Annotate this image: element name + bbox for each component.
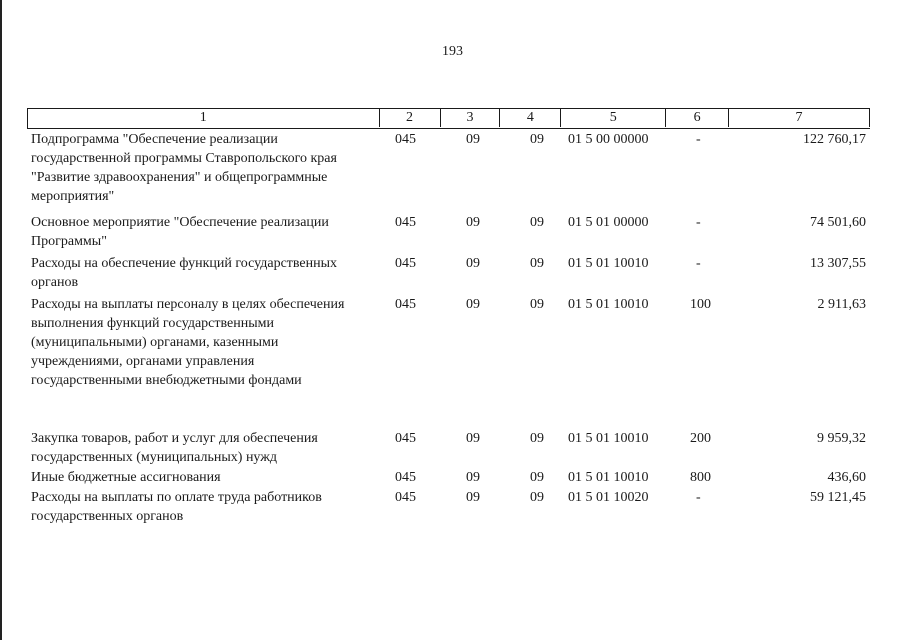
cell-grbs: 045 [395, 490, 416, 505]
table-row [27, 467, 870, 487]
cell-subsection: 09 [530, 215, 544, 230]
row-name [27, 129, 379, 206]
cell-section: 09 [466, 132, 480, 147]
cell-target-article: 01 5 01 10010 [568, 431, 649, 446]
row-name [27, 212, 379, 251]
table-row [27, 487, 870, 526]
table-row [27, 428, 870, 467]
cell-expense-type: 100 [690, 297, 711, 312]
row-name [27, 253, 379, 292]
cell-amount: 2 911,63 [817, 297, 866, 312]
cell-subsection: 09 [530, 256, 544, 271]
cell-grbs: 045 [395, 297, 416, 312]
row-name-line: органов [31, 275, 79, 290]
cell-section: 09 [466, 256, 480, 271]
row-name [27, 294, 379, 390]
row-name-line: Закупка товаров, работ и услуг для обеспечения [31, 431, 318, 446]
cell-expense-type: 800 [690, 470, 711, 485]
cell-grbs: 045 [395, 431, 416, 446]
cell-amount: 59 121,45 [810, 490, 866, 505]
row-name-line: Расходы на выплаты по оплате труда работников [31, 490, 322, 505]
row-name [27, 487, 379, 526]
row-name-line: государственной программы Ставропольского края [31, 151, 337, 166]
cell-target-article: 01 5 01 10020 [568, 490, 649, 505]
cell-grbs: 045 [395, 256, 416, 271]
cell-expense-type: - [696, 132, 701, 147]
cell-subsection: 09 [530, 490, 544, 505]
table-row [27, 212, 870, 251]
cell-grbs: 045 [395, 215, 416, 230]
row-name [27, 467, 379, 487]
cell-amount: 74 501,60 [810, 215, 866, 230]
page-left-border [0, 0, 2, 640]
cell-subsection: 09 [530, 132, 544, 147]
table-row [27, 129, 870, 206]
row-name-line: мероприятия" [31, 189, 115, 204]
page-number: 193 [442, 44, 463, 59]
cell-amount: 9 959,32 [817, 431, 866, 446]
row-name-line: государственными внебюджетными фондами [31, 373, 302, 388]
table-row [27, 253, 870, 292]
cell-section: 09 [466, 215, 480, 230]
row-name-line: государственных органов [31, 509, 184, 524]
table-row [27, 294, 870, 390]
cell-target-article: 01 5 01 10010 [568, 470, 649, 485]
row-name-line: Расходы на обеспечение функций государственных [31, 256, 338, 271]
row-name-line: Расходы на выплаты персоналу в целях обеспечения [31, 297, 345, 312]
row-name-line: Подпрограмма "Обеспечение реализации [31, 132, 278, 147]
row-name-line: Иные бюджетные ассигнования [31, 470, 221, 485]
cell-section: 09 [466, 470, 480, 485]
cell-target-article: 01 5 01 00000 [568, 215, 649, 230]
cell-subsection: 09 [530, 431, 544, 446]
cell-target-article: 01 5 01 10010 [568, 256, 649, 271]
table-header-row [27, 108, 870, 129]
cell-grbs: 045 [395, 132, 416, 147]
row-name-line: государственных (муниципальных) нужд [31, 450, 278, 465]
cell-section: 09 [466, 297, 480, 312]
cell-grbs: 045 [395, 470, 416, 485]
column-header: 6 [666, 109, 729, 127]
row-name-line: выполнения функций государственными [31, 316, 274, 331]
table-body [27, 129, 870, 526]
cell-subsection: 09 [530, 470, 544, 485]
column-header: 5 [561, 109, 666, 127]
column-header: 2 [380, 109, 441, 127]
cell-amount: 13 307,55 [810, 256, 866, 271]
row-name-line: учреждениями, органами управления [31, 354, 255, 369]
column-header: 7 [729, 109, 870, 127]
row-name [27, 428, 379, 467]
column-header: 3 [441, 109, 501, 127]
cell-section: 09 [466, 490, 480, 505]
column-header: 1 [28, 109, 380, 127]
cell-expense-type: - [696, 215, 701, 230]
cell-amount: 122 760,17 [803, 132, 866, 147]
cell-expense-type: - [696, 256, 701, 271]
cell-target-article: 01 5 01 10010 [568, 297, 649, 312]
budget-table [27, 108, 870, 526]
row-name-line: Программы" [31, 234, 107, 249]
row-name-line: "Развитие здравоохранения" и общепрограммные [31, 170, 328, 185]
cell-expense-type: 200 [690, 431, 711, 446]
cell-expense-type: - [696, 490, 701, 505]
column-header: 4 [500, 109, 561, 127]
row-name-line: (муниципальными) органами, казенными [31, 335, 279, 350]
cell-target-article: 01 5 00 00000 [568, 132, 649, 147]
row-name-line: Основное мероприятие "Обеспечение реализации [31, 215, 329, 230]
cell-subsection: 09 [530, 297, 544, 312]
cell-section: 09 [466, 431, 480, 446]
cell-amount: 436,60 [827, 470, 866, 485]
